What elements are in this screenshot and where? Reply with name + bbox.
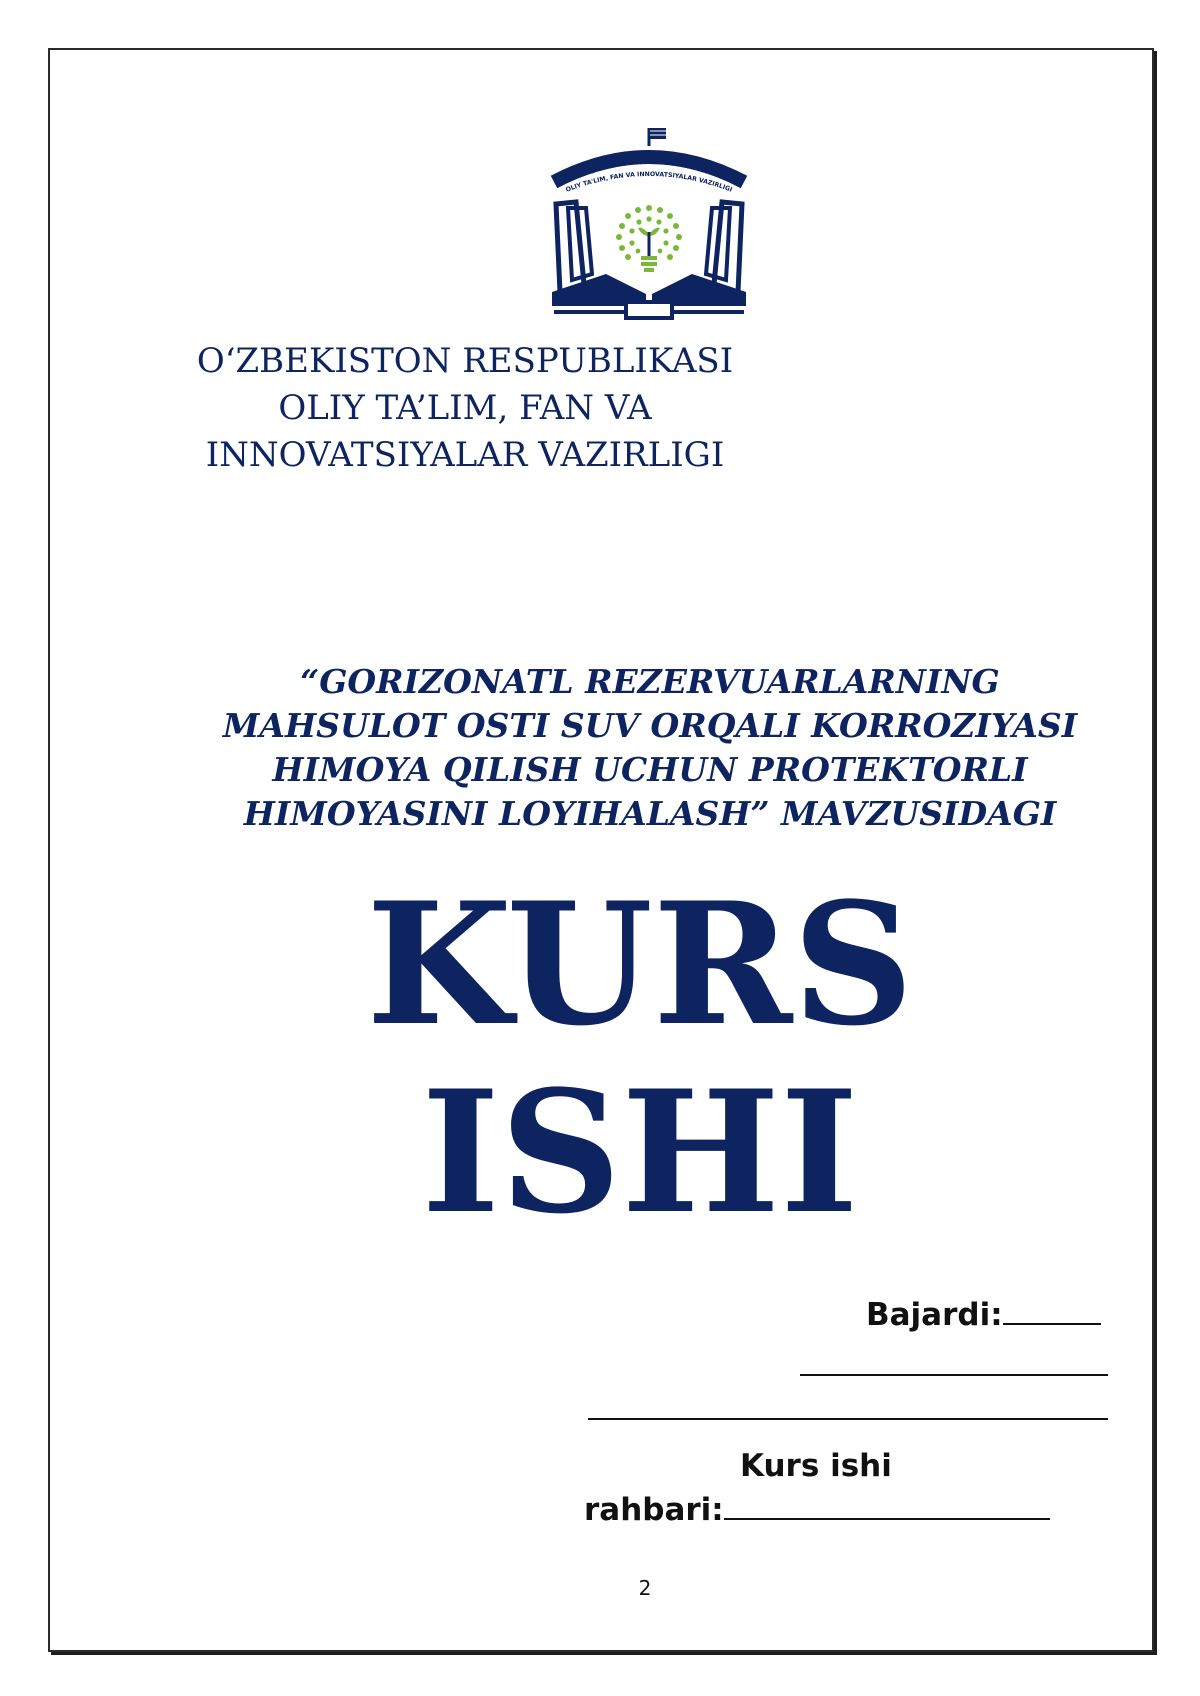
performer-label: Bajardi: <box>866 1297 1003 1333</box>
performer-field <box>866 1297 1101 1333</box>
supervisor-label-line-1: Kurs ishi <box>740 1448 892 1484</box>
ministry-logo <box>546 124 752 324</box>
work-topic <box>170 660 1130 836</box>
logo-arc-text-2: OLIY TA'LIM, FAN VA INNOVATSIYALAR VAZIRLIGI <box>564 170 734 194</box>
page-number: 2 <box>638 1576 652 1600</box>
ministry-line-3: INNOVATSIYALAR VAZIRLIGI <box>205 435 725 475</box>
topic-line-3: HIMOYA QILISH UCHUN PROTEKTORLI <box>272 750 1028 789</box>
topic-line-2: MAHSULOT OSTI SUV ORQALI KORROZIYASI <box>222 706 1078 745</box>
supervisor-blank <box>724 1514 1050 1520</box>
supervisor-label-line-2: rahbari: <box>584 1492 724 1528</box>
ministry-name <box>150 338 780 479</box>
ministry-line-2: OLIY TA’LIM, FAN VA <box>278 388 652 428</box>
svg-text:OLIY TA'LIM, FAN VA INNOVATSIY <box>565 171 733 194</box>
topic-line-1: “GORIZONATL REZERVUARLARNING <box>300 662 1000 701</box>
document-title <box>270 865 1010 1251</box>
performer-blank <box>1003 1319 1101 1325</box>
title-line-2: ISHI <box>421 1053 859 1251</box>
supervisor-field <box>584 1492 1050 1528</box>
logo-arc-text-1: O'ZBEKISTON RESPUBLIKASI <box>588 156 710 176</box>
performer-blank-line-2 <box>800 1374 1108 1376</box>
ministry-line-1: O‘ZBEKISTON RESPUBLIKASI <box>196 341 734 381</box>
title-line-1: KURS <box>366 865 914 1063</box>
performer-blank-line-3 <box>588 1418 1108 1420</box>
topic-line-4: HIMOYASINI LOYIHALASH” MAVZUSIDAGI <box>243 794 1057 833</box>
